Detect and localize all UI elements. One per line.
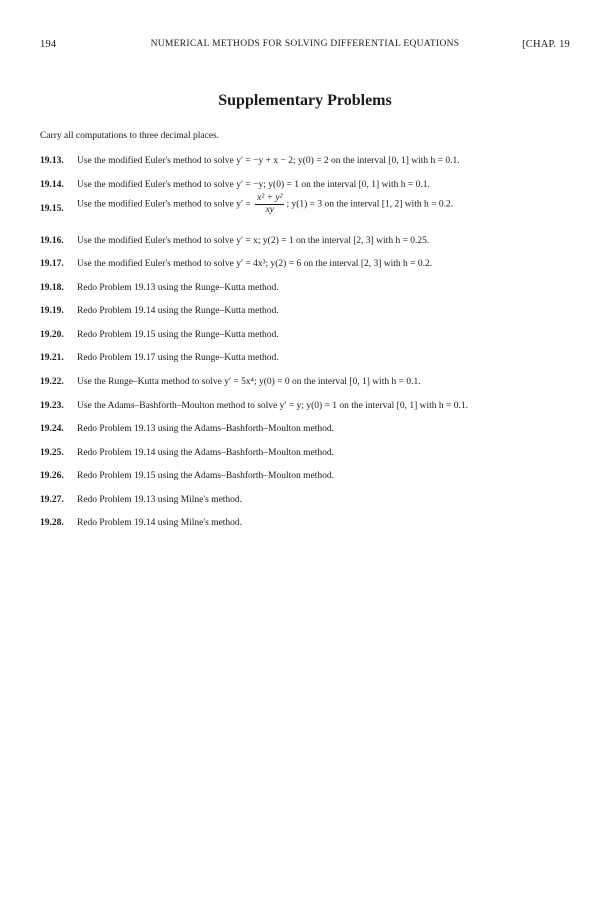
problem-number: 19.14. bbox=[40, 180, 64, 190]
problem-text-after: ; y(1) = 3 on the interval [1, 2] with h = 0.2. bbox=[286, 199, 454, 210]
problem-text: Use the Adams–Bashforth–Moulton method to solve y′ = y; y(0) = 1 on the interval [0, 1] with h = 0.1. bbox=[77, 401, 468, 411]
problem-text: Use the Runge–Kutta method to solve y′ = 5x⁴; y(0) = 0 on the interval [0, 1] with h = 0.1. bbox=[77, 377, 421, 387]
problem-text: Use the modified Euler's method to solve y′ = x; y(2) = 1 on the interval [2, 3] with h = 0.25. bbox=[77, 236, 430, 246]
problem-number: 19.24. bbox=[40, 424, 64, 434]
problem-number: 19.25. bbox=[40, 448, 64, 458]
problem-text: Use the modified Euler's method to solve y′ = 4x³; y(2) = 6 on the interval [2, 3] with h = 0.2. bbox=[77, 259, 433, 269]
section-title: Supplementary Problems bbox=[218, 92, 392, 109]
problem-text: Redo Problem 19.17 using the Runge–Kutta method. bbox=[77, 353, 279, 363]
problem-text: Use the modified Euler's method to solve y′ = −y + x − 2; y(0) = 2 on the interval [0, 1] with h = 0.1. bbox=[77, 156, 460, 166]
fraction-numerator: x² + y² bbox=[257, 193, 283, 203]
problem-number: 19.15. bbox=[40, 204, 64, 214]
problem-number: 19.16. bbox=[40, 236, 64, 246]
problem-text: Redo Problem 19.14 using the Adams–Bashforth–Moulton method. bbox=[77, 448, 335, 458]
intro-text: Carry all computations to three decimal places. bbox=[40, 131, 220, 141]
problem-number: 19.20. bbox=[40, 330, 64, 340]
problem-number: 19.19. bbox=[40, 306, 64, 316]
problem-text: Redo Problem 19.14 using Milne's method. bbox=[77, 518, 243, 528]
problem-text bbox=[77, 193, 453, 216]
problem-number: 19.22. bbox=[40, 377, 64, 387]
running-title: NUMERICAL METHODS FOR SOLVING DIFFERENTIAL EQUATIONS bbox=[150, 39, 460, 49]
problem-text: Redo Problem 19.13 using Milne's method. bbox=[77, 495, 243, 505]
problem-number: 19.23. bbox=[40, 401, 64, 411]
chapter-label: [CHAP. 19 bbox=[522, 39, 570, 50]
page-header bbox=[40, 39, 570, 53]
page-number: 194 bbox=[40, 39, 57, 50]
problem-text: Redo Problem 19.13 using the Runge–Kutta method. bbox=[77, 283, 279, 293]
problem-text: Redo Problem 19.14 using the Runge–Kutta method. bbox=[77, 306, 279, 316]
problem-text: Redo Problem 19.13 using the Adams–Bashforth–Moulton method. bbox=[77, 424, 335, 434]
problem-number: 19.18. bbox=[40, 283, 64, 293]
fraction-denominator: xy bbox=[265, 205, 275, 215]
problem-number: 19.26. bbox=[40, 471, 64, 481]
problem-number: 19.27. bbox=[40, 495, 64, 505]
fraction bbox=[255, 193, 284, 216]
problem-number: 19.13. bbox=[40, 156, 64, 166]
problem-text: Redo Problem 19.15 using the Adams–Bashforth–Moulton method. bbox=[77, 471, 335, 481]
problem-text: Use the modified Euler's method to solve y′ = −y; y(0) = 1 on the interval [0, 1] with h = 0.1. bbox=[77, 180, 430, 190]
problem-text-before: Use the modified Euler's method to solve y′ = bbox=[77, 199, 251, 210]
problem-number: 19.21. bbox=[40, 353, 64, 363]
problem-number: 19.28. bbox=[40, 518, 64, 528]
problem-text: Redo Problem 19.15 using the Runge–Kutta method. bbox=[77, 330, 279, 340]
problem-number: 19.17. bbox=[40, 259, 64, 269]
